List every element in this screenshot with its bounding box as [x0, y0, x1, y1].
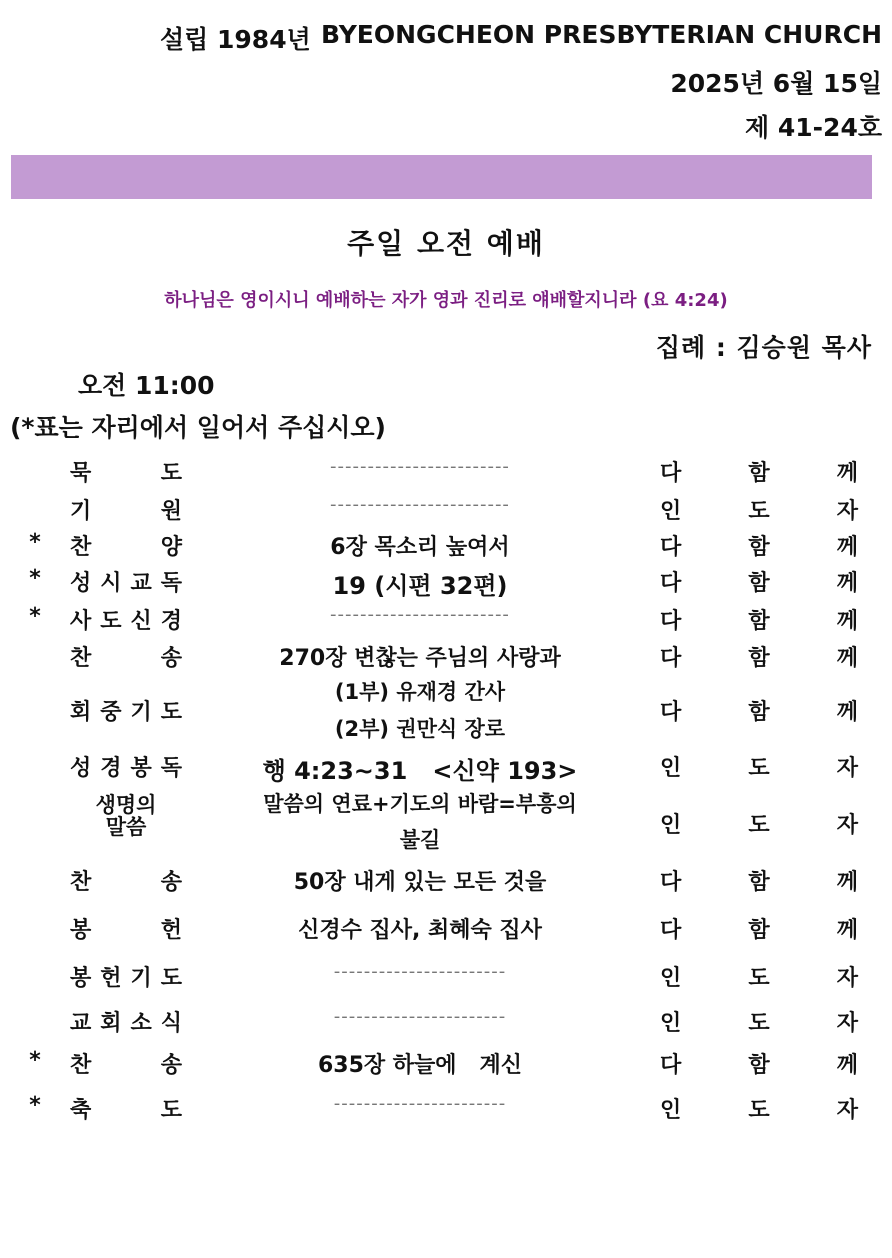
label-char: 다	[660, 700, 682, 725]
detail-line: 불길	[399, 828, 441, 852]
label-char: 도	[100, 609, 122, 634]
label-char: 함	[748, 571, 770, 596]
label-char: 도	[160, 966, 182, 991]
label-char: 함	[748, 870, 770, 895]
detail-line: (1부) 유재경 간사	[334, 680, 506, 704]
order-item-detail: -----------------------	[333, 961, 507, 982]
label-char: 인	[660, 966, 682, 991]
label-char: 찬	[70, 535, 92, 560]
label-char: 함	[748, 646, 770, 671]
label-char: 중	[100, 700, 122, 725]
order-item-name	[70, 494, 182, 525]
order-item-performer	[660, 604, 858, 635]
label-char: 기	[130, 966, 152, 991]
order-item-name	[70, 695, 182, 726]
label-char: 경	[160, 609, 182, 634]
order-item-detail: ------------------------	[330, 604, 510, 625]
label-char: 께	[836, 571, 858, 596]
label-char: 교	[130, 571, 152, 596]
label-char: 기	[70, 499, 92, 524]
label-char: 께	[836, 870, 858, 895]
order-item-detail: 19 (시편 32편)	[332, 572, 508, 600]
order-item-name	[70, 1093, 182, 1124]
label-char: 묵	[70, 461, 92, 486]
issue-number: 제 41-24호	[745, 113, 882, 142]
order-item-performer	[660, 961, 858, 992]
scripture-verse: 하나님은 영이시니 예배하는 자가 영과 진리로 얘배할지니라 (요 4:24)	[164, 290, 728, 311]
label-char: 함	[748, 700, 770, 725]
label-char: 원	[160, 499, 182, 524]
service-leader: 집례 : 김승원 목사	[655, 333, 872, 362]
label-char: 다	[660, 571, 682, 596]
label-char: 기	[130, 700, 152, 725]
label-char: 사	[70, 609, 92, 634]
label-char: 인	[660, 813, 682, 838]
label-char: 송	[160, 646, 182, 671]
order-item-name	[70, 604, 182, 635]
order-item-performer	[660, 913, 858, 944]
label-char: 다	[660, 870, 682, 895]
order-item-performer	[660, 566, 858, 597]
standing-note: (*표는 자리에서 일어서 주십시오)	[10, 413, 386, 442]
order-item-name	[70, 1006, 182, 1037]
label-char: 도	[160, 1098, 182, 1123]
label-char: 께	[836, 461, 858, 486]
label-char: 자	[836, 499, 858, 524]
founded-year: 설립 1984년	[160, 25, 311, 54]
label-char: 인	[660, 1011, 682, 1036]
label-char: 자	[836, 966, 858, 991]
standing-marker: *	[29, 566, 41, 591]
order-item-name	[70, 1048, 182, 1079]
label-char: 함	[748, 461, 770, 486]
label-char: 봉	[130, 756, 152, 781]
label-char: 께	[836, 700, 858, 725]
label-char: 도	[748, 499, 770, 524]
label-char: 께	[836, 646, 858, 671]
label-char: 송	[160, 870, 182, 895]
order-item-detail: 행 4:23~31 <신약 193>	[262, 757, 578, 785]
detail-line: 말씀의 연료+기도의 바람=부흥의	[263, 792, 577, 816]
label-char: 축	[70, 1098, 92, 1123]
label-char: 자	[836, 813, 858, 838]
label-char: 께	[836, 609, 858, 634]
standing-marker: *	[29, 1093, 41, 1118]
order-item-performer	[660, 695, 858, 726]
label-char: 헌	[160, 918, 182, 943]
order-item-performer	[660, 1048, 858, 1079]
label-char: 다	[660, 1053, 682, 1078]
label-char: 께	[836, 535, 858, 560]
order-item-performer	[660, 808, 858, 839]
order-item-name	[70, 913, 182, 944]
label-char: 인	[660, 756, 682, 781]
label-char: 헌	[100, 966, 122, 991]
label-char: 독	[160, 571, 182, 596]
order-item-name	[70, 751, 182, 782]
order-item-performer	[660, 751, 858, 782]
header-band	[11, 155, 872, 199]
label-char: 인	[660, 499, 682, 524]
order-item-performer	[660, 1006, 858, 1037]
order-item-name	[70, 530, 182, 561]
order-item-detail: 6장 목소리 높여서	[330, 535, 510, 560]
order-item-detail: ------------------------	[330, 494, 510, 515]
order-item-detail: 신경수 집사, 최혜숙 집사	[298, 918, 542, 943]
order-item-performer	[660, 494, 858, 525]
label-char: 회	[100, 1011, 122, 1036]
service-time: 오전 11:00	[78, 371, 215, 400]
label-char: 자	[836, 1011, 858, 1036]
label-char: 함	[748, 1053, 770, 1078]
label-char: 다	[660, 646, 682, 671]
order-item-name	[70, 641, 182, 672]
label-char: 께	[836, 918, 858, 943]
label-char: 도	[160, 461, 182, 486]
label-char: 자	[836, 1098, 858, 1123]
label-char: 소	[130, 1011, 152, 1036]
name-line: 말씀	[105, 815, 147, 839]
label-char: 찬	[70, 646, 92, 671]
label-char: 인	[660, 1098, 682, 1123]
order-item-name	[70, 566, 182, 597]
order-item-detail: 50장 내게 있는 모든 것을	[293, 870, 547, 895]
label-char: 다	[660, 535, 682, 560]
order-item-detail: 270장 변찮는 주님의 사랑과	[279, 646, 561, 671]
bulletin-date: 2025년 6월 15일	[670, 69, 882, 98]
label-char: 도	[160, 700, 182, 725]
detail-line: (2부) 권만식 장로	[334, 717, 506, 741]
label-char: 양	[160, 535, 182, 560]
standing-marker: *	[29, 1048, 41, 1073]
label-char: 함	[748, 609, 770, 634]
order-item-performer	[660, 530, 858, 561]
order-item-name	[70, 456, 182, 487]
label-char: 성	[70, 571, 92, 596]
order-item-name	[70, 865, 182, 896]
standing-marker: *	[29, 604, 41, 629]
order-item-detail: -----------------------	[333, 1093, 507, 1114]
label-char: 회	[70, 700, 92, 725]
label-char: 도	[748, 1098, 770, 1123]
label-char: 시	[100, 571, 122, 596]
order-item-name	[70, 961, 182, 992]
label-char: 봉	[70, 918, 92, 943]
order-item-performer	[660, 865, 858, 896]
name-line: 생명의	[95, 793, 157, 817]
standing-marker: *	[29, 530, 41, 555]
label-char: 찬	[70, 870, 92, 895]
label-char: 자	[836, 756, 858, 781]
label-char: 함	[748, 918, 770, 943]
label-char: 식	[160, 1011, 182, 1036]
label-char: 도	[748, 1011, 770, 1036]
label-char: 성	[70, 756, 92, 781]
order-item-performer	[660, 1093, 858, 1124]
label-char: 신	[130, 609, 152, 634]
label-char: 도	[748, 813, 770, 838]
label-char: 도	[748, 756, 770, 781]
order-item-detail: ------------------------	[330, 456, 510, 477]
label-char: 봉	[70, 966, 92, 991]
label-char: 께	[836, 1053, 858, 1078]
label-char: 찬	[70, 1053, 92, 1078]
label-char: 다	[660, 461, 682, 486]
label-char: 경	[100, 756, 122, 781]
label-char: 함	[748, 535, 770, 560]
order-item-performer	[660, 641, 858, 672]
label-char: 도	[748, 966, 770, 991]
label-char: 다	[660, 609, 682, 634]
label-char: 다	[660, 918, 682, 943]
order-item-detail: 635장 하늘에 계신	[317, 1053, 523, 1078]
label-char: 송	[160, 1053, 182, 1078]
order-item-detail: -----------------------	[333, 1006, 507, 1027]
church-name: BYEONGCHEON PRESBYTERIAN CHURCH	[321, 20, 882, 49]
order-item-performer	[660, 456, 858, 487]
label-char: 교	[70, 1011, 92, 1036]
label-char: 독	[160, 756, 182, 781]
service-title: 주일 오전 예배	[347, 227, 545, 260]
